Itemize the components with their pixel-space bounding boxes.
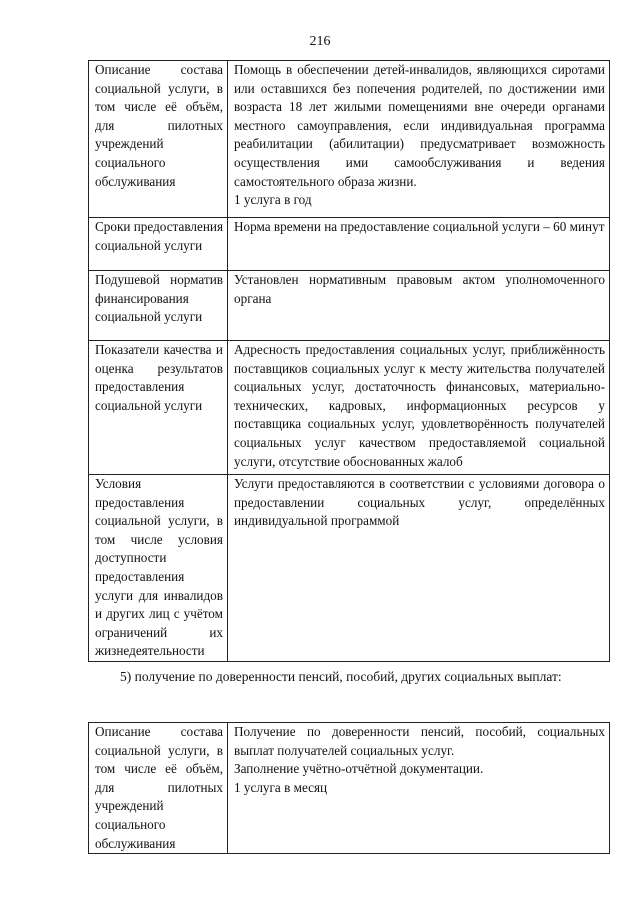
row-label: Сроки предоставления социальной услуги xyxy=(89,218,228,271)
row-value-line: Заполнение учётно-отчётной документации. xyxy=(234,761,484,777)
row-value-line: 1 услуга в год xyxy=(234,192,312,208)
row-value-line: Установлен нормативным правовым актом уполномоченного органа xyxy=(234,272,605,306)
row-value xyxy=(228,341,610,475)
list-item-paragraph xyxy=(88,666,610,687)
row-value xyxy=(228,723,610,854)
service-table-2 xyxy=(88,722,610,854)
row-value-line: Услуги предоставляются в соответствии с условиями договора о предоставлении социальных услуг, определённых индивидуальной программой xyxy=(234,476,605,529)
service-table-1 xyxy=(88,60,610,662)
row-value xyxy=(228,475,610,662)
paragraph-text: 5) получение по доверенности пенсий, пособий, других социальных выплат: xyxy=(120,669,562,684)
row-value-line: Помощь в обеспечении детей-инвалидов, являющихся сиротами или оставшихся без попечения родителей, по достижении ими возраста 18 лет жилыми помещениями вне очереди органами местного самоуправления, если индивидуальная программа реабилитации (абилитации) предусматривает возможность осуществления ими самообслуживания и ведения самостоятельного образа жизни. xyxy=(234,62,605,189)
row-label: Подушевой норматив финансирования социальной услуги xyxy=(89,271,228,341)
row-value xyxy=(228,218,610,271)
row-value-line: Адресность предоставления социальных услуг, приближённость поставщиков социальных услуг к месту жительства получателей социальных услуг, достаточность финансовых, материально-технических, кадровых, информационных ресурсов у поставщика социальных услуг, удовлетворённость получателей социальных услуг качеством предоставляемой социальной услуги, отсутствие обоснованных жалоб xyxy=(234,342,605,469)
row-value-line: Норма времени на предоставление социальной услуги – 60 минут xyxy=(234,219,605,234)
table-row xyxy=(89,61,610,218)
table-row xyxy=(89,475,610,662)
page-number: 216 xyxy=(309,34,331,49)
row-label: Показатели качества и оценка результатов предоставления социальной услуги xyxy=(89,341,228,475)
row-label: Описание состава социальной услуги, в том числе её объём, для пилотных учреждений социального обслуживания xyxy=(89,61,228,218)
row-value xyxy=(228,271,610,341)
row-value xyxy=(228,61,610,218)
table-row xyxy=(89,341,610,475)
table-row xyxy=(89,218,610,271)
table-row xyxy=(89,271,610,341)
row-value-line: 1 услуга в месяц xyxy=(234,779,328,795)
row-label: Условия предоставления социальной услуги, в том числе условия доступности предоставления услуги для инвалидов и других лиц с учётом ограничений их жизнедеятельности xyxy=(89,475,228,662)
row-value-line: Получение по доверенности пенсий, пособий, социальных выплат получателей социальных услуг. xyxy=(234,724,605,758)
table-row xyxy=(89,723,610,854)
row-label: Описание состава социальной услуги, в том числе её объём, для пилотных учреждений социального обслуживания xyxy=(89,723,228,854)
